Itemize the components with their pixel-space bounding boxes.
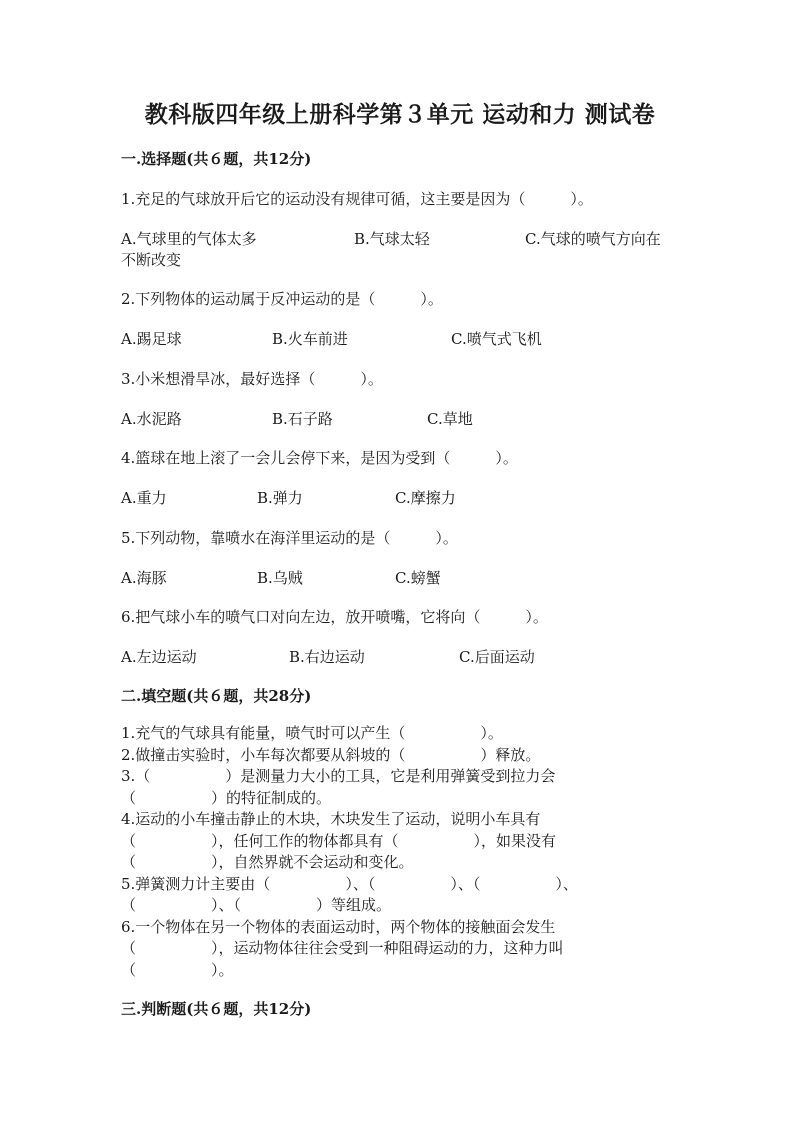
section-heading-judge: 三.判断题(共６题，共12分): [121, 1000, 312, 1018]
section-heading-fill: 二.填空题(共６题，共28分): [121, 687, 312, 705]
question-text: 6.把气球小车的喷气口对向左边，放开喷嘴，它将向（ ）。: [121, 608, 548, 626]
section-heading-choice: 一.选择题(共６题，共12分): [121, 150, 312, 168]
fill-line: （ ）的特征制成的。: [121, 789, 332, 807]
option-a: A.左边运动: [121, 648, 197, 666]
fill-line: （ ）。: [121, 961, 234, 979]
option-a: A.重力: [121, 489, 167, 507]
exam-title: 教科版四年级上册科学第３单元 运动和力 测试卷: [144, 101, 656, 128]
fill-line: 6.一个物体在另一个物体的表面运动时，两个物体的接触面会发生: [121, 918, 556, 936]
question-text: 3.小米想滑旱冰，最好选择（ ）。: [121, 370, 383, 388]
question-text: 1.充足的气球放开后它的运动没有规律可循，这主要是因为（ ）。: [121, 190, 593, 208]
option-c-wrap: 不断改变: [121, 251, 182, 269]
option-b: B.右边运动: [289, 648, 365, 666]
option-c: C.后面运动: [459, 648, 535, 666]
option-c: C.气球的喷气方向在: [525, 230, 661, 248]
fill-line: 4.运动的小车撞击静止的木块，木块发生了运动，说明小车具有: [121, 810, 541, 828]
fill-line: 2.做撞击实验时，小车每次都要从斜坡的（ ）释放。: [121, 746, 541, 764]
option-c: C.摩擦力: [395, 489, 456, 507]
fill-line: （ ），任何工作的物体都具有（ ），如果没有: [121, 832, 557, 850]
question-text: 2.下列物体的运动属于反冲运动的是（ ）。: [121, 290, 443, 308]
fill-line: 5.弹簧测力计主要由（ ）、（ ）、（ ）、: [121, 875, 578, 893]
option-a: A.水泥路: [121, 410, 182, 428]
question-text: 5.下列动物，靠喷水在海洋里运动的是（ ）。: [121, 529, 458, 547]
option-b: B.火车前进: [272, 330, 348, 348]
fill-line: 1.充气的气球具有能量，喷气时可以产生（ ）。: [121, 724, 503, 742]
option-b: B.弹力: [257, 489, 303, 507]
option-b: B.石子路: [272, 410, 333, 428]
option-a: A.海豚: [121, 569, 167, 587]
option-c: C.喷气式飞机: [451, 330, 542, 348]
question-text: 4.篮球在地上滚了一会儿会停下来，是因为受到（ ）。: [121, 449, 518, 467]
fill-line: （ ）、（ ）等组成。: [121, 896, 392, 914]
fill-line: （ ），运动物体往往会受到一种阻碍运动的力，这种力叫: [121, 939, 564, 957]
option-a: A.气球里的气体太多: [121, 230, 257, 248]
fill-line: （ ），自然界就不会运动和变化。: [121, 853, 414, 871]
option-a: A.踢足球: [121, 330, 182, 348]
option-c: C.螃蟹: [395, 569, 441, 587]
option-b: B.乌贼: [257, 569, 303, 587]
fill-line: 3.（ ）是测量力大小的工具，它是利用弹簧受到拉力会: [121, 767, 556, 785]
option-b: B.气球太轻: [354, 230, 430, 248]
option-c: C.草地: [427, 410, 473, 428]
